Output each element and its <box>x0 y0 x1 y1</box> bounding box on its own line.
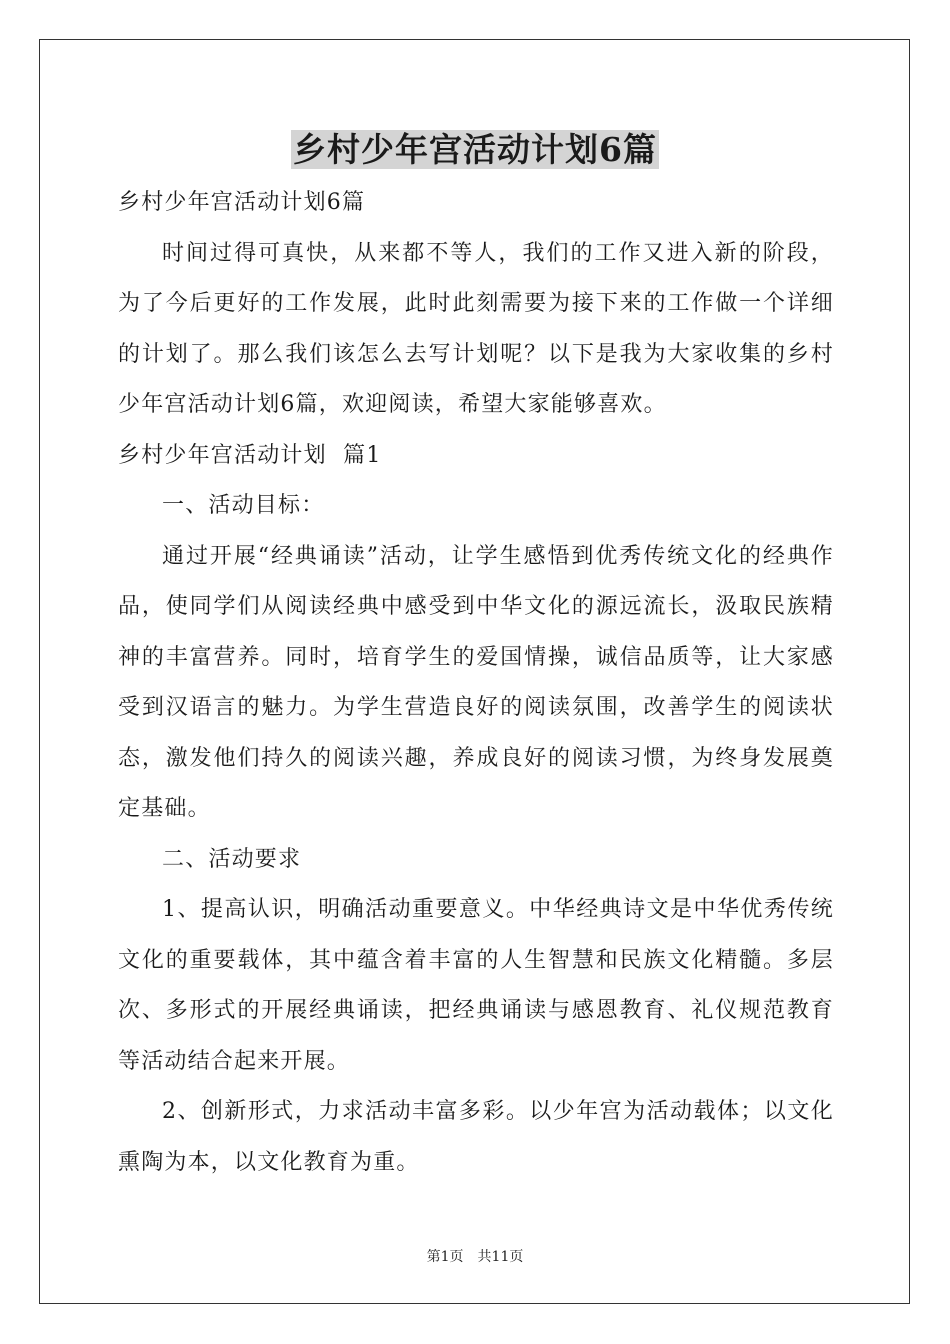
paragraph: 通过开展“经典诵读”活动，让学生感悟到优秀传统文化的经典作品，使同学们从阅读经典中感受到中华文化的源远流长，汲取民族精神的丰富营养。同时，培育学生的爱国情操，诚信品质等，让大家感受到汉语言的魅力。为学生营造良好的阅读氛围，改善学生的阅读状态，激发他们持久的阅读兴趣，养成良好的阅读习惯，为终身发展奠定基础。 <box>118 543 834 821</box>
section-heading: 乡村少年宫活动计划 篇1 <box>118 442 382 468</box>
paragraph: 乡村少年宫活动计划6篇 <box>118 190 366 215</box>
page-total: 共11页 <box>477 1249 524 1265</box>
paragraph: 1、提高认识，明确活动重要意义。中华经典诗文是中华优秀传统文化的重要载体，其中蕴含着丰富的人生智慧和民族文化精髓。多层次、多形式的开展经典诵读，把经典诵读与感恩教育、礼仪规范教育等活动结合起来开展。 <box>118 897 834 1074</box>
paragraph: 2、创新形式，力求活动丰富多彩。以少年宫为活动载体；以文化熏陶为本，以文化教育为重。 <box>118 1099 834 1175</box>
document-body <box>118 178 834 1188</box>
page-number: 第1页 <box>426 1249 464 1265</box>
paragraph: 时间过得可真快，从来都不等人，我们的工作又进入新的阶段，为了今后更好的工作发展，此时此刻需要为接下来的工作做一个详细的计划了。那么我们该怎么去写计划呢？以下是我为大家收集的乡村少年宫活动计划6篇，欢迎阅读，希望大家能够喜欢。 <box>118 240 834 417</box>
paragraph: 二、活动要求 <box>162 846 302 872</box>
document-title <box>0 128 950 172</box>
document-title-text: 乡村少年宫活动计划6篇 <box>293 130 657 169</box>
page-footer <box>0 1247 950 1267</box>
paragraph: 一、活动目标： <box>162 493 325 518</box>
